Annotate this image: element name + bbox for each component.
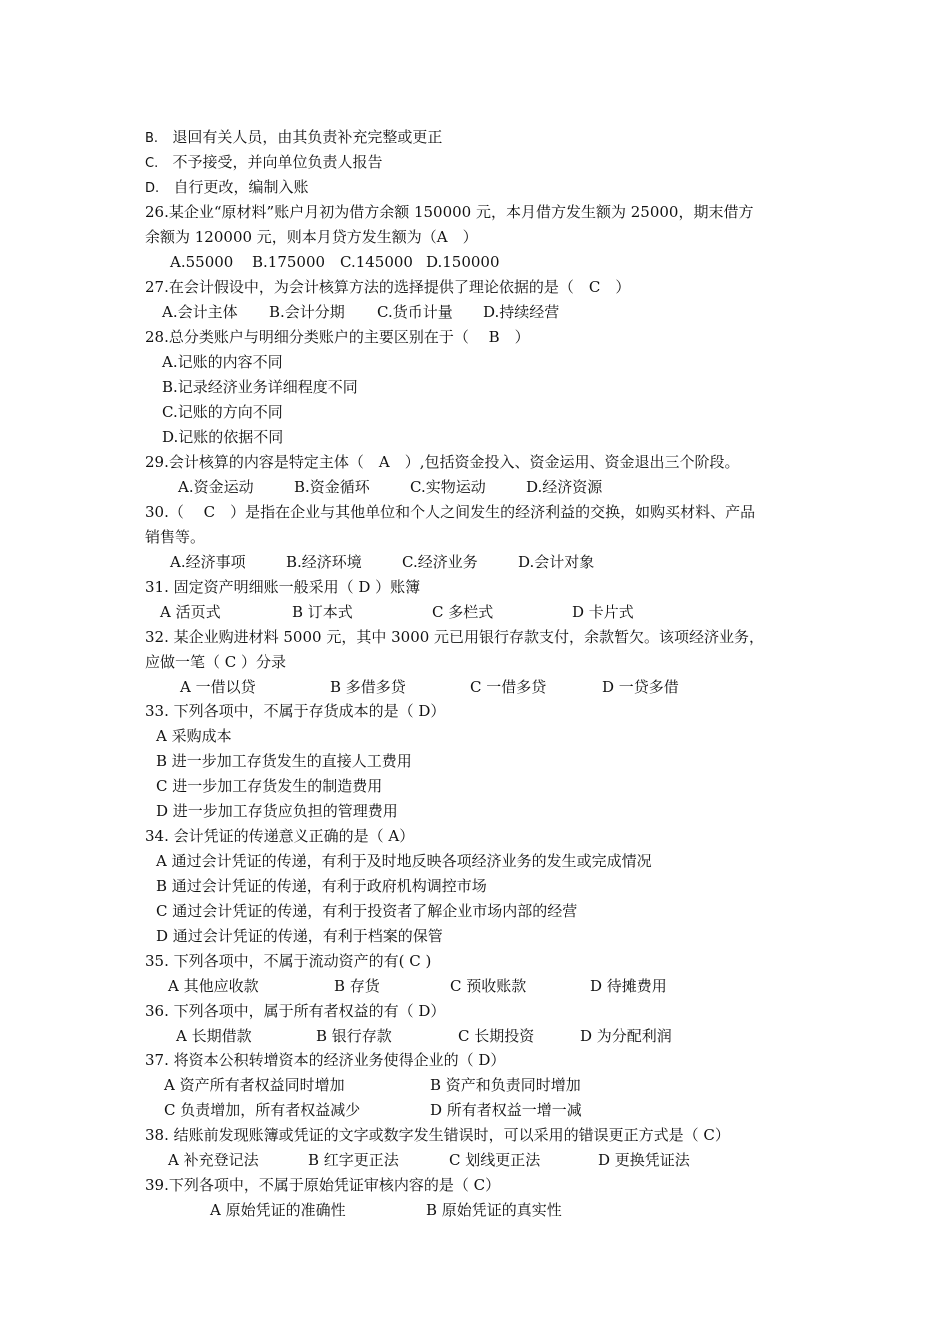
option: D 卡片式 — [572, 603, 634, 621]
question-31: 31. 固定资产明细账一般采用（ D ）账簿 — [145, 578, 421, 596]
question-33-option-d: D 进一步加工存货应负担的管理费用 — [156, 802, 398, 820]
question-30-line-2: 销售等。 — [145, 528, 206, 546]
question-32-line-1: 32. 某企业购进材料 5000 元，其中 3000 元已用银行存款支付，余款暂欠。该项经济业务， — [145, 628, 765, 646]
option-b-prev: B. 退回有关人员，由其负责补充完整或更正 — [145, 128, 443, 146]
option: D.经济资源 — [526, 478, 603, 496]
option: B.175000 — [252, 253, 326, 271]
option: C 一借多贷 — [470, 678, 547, 696]
option: A 资产所有者权益同时增加 — [164, 1076, 345, 1094]
option: D 一贷多借 — [602, 678, 679, 696]
question-34-option-c: C 通过会计凭证的传递，有利于投资者了解企业市场内部的经营 — [156, 902, 578, 920]
option: D.会计对象 — [518, 553, 595, 571]
option: A 长期借款 — [176, 1027, 252, 1045]
option: B.经济环境 — [286, 553, 362, 571]
question-33: 33. 下列各项中，不属于存货成本的是（ D） — [145, 702, 446, 720]
option: D 更换凭证法 — [598, 1151, 690, 1169]
question-29: 29.会计核算的内容是特定主体（ A ）,包括资金投入、资金运用、资金退出三个阶段。 — [145, 453, 740, 471]
option: B 资产和负责同时增加 — [430, 1076, 581, 1094]
option: C 负责增加，所有者权益减少 — [164, 1101, 361, 1119]
question-33-option-c: C 进一步加工存货发生的制造费用 — [156, 777, 383, 795]
option: B.会计分期 — [269, 303, 345, 321]
question-36: 36. 下列各项中，属于所有者权益的有（ D） — [145, 1002, 446, 1020]
option: C.经济业务 — [402, 553, 478, 571]
question-34-option-b: B 通过会计凭证的传递，有利于政府机构调控市场 — [156, 877, 487, 895]
option: B 多借多贷 — [330, 678, 406, 696]
option: C.145000 — [340, 253, 413, 271]
option: A 活页式 — [160, 603, 221, 621]
question-28-option-b: B.记录经济业务详细程度不同 — [162, 378, 358, 396]
question-26-line-2: 余额为 120000 元，则本月贷方发生额为（A ） — [145, 228, 478, 246]
question-32-line-2: 应做一笔（ C ）分录 — [145, 653, 287, 671]
option: C 预收账款 — [450, 977, 527, 995]
option: C 划线更正法 — [449, 1151, 541, 1169]
question-35: 35. 下列各项中，不属于流动资产的有( C ) — [145, 952, 432, 970]
option: C.实物运动 — [410, 478, 486, 496]
question-30-line-1: 30.（ C ）是指在企业与其他单位和个人之间发生的经济利益的交换，如购买材料、产品 — [145, 503, 756, 521]
option: C 长期投资 — [458, 1027, 535, 1045]
question-33-option-a: A 采购成本 — [156, 727, 232, 745]
question-38: 38. 结账前发现账簿或凭证的文字或数字发生错误时，可以采用的错误更正方式是（ C） — [145, 1126, 730, 1144]
option: D.持续经营 — [483, 303, 560, 321]
option: D.150000 — [426, 253, 500, 271]
question-39: 39.下列各项中，不属于原始凭证审核内容的是（ C） — [145, 1176, 501, 1194]
option: D 为分配利润 — [580, 1027, 672, 1045]
question-28: 28.总分类账户与明细分类账户的主要区别在于（ B ） — [145, 328, 530, 346]
question-34: 34. 会计凭证的传递意义正确的是（ A） — [145, 827, 415, 845]
option: D 所有者权益一增一减 — [430, 1101, 582, 1119]
option: B 原始凭证的真实性 — [426, 1201, 562, 1219]
option: A.资金运动 — [178, 478, 254, 496]
option: A 一借以贷 — [180, 678, 256, 696]
question-37: 37. 将资本公积转增资本的经济业务使得企业的（ D） — [145, 1051, 506, 1069]
option: B 存货 — [334, 977, 380, 995]
option-c-prev: C. 不予接受，并向单位负责人报告 — [145, 153, 383, 171]
option: A 其他应收款 — [168, 977, 259, 995]
question-34-option-a: A 通过会计凭证的传递，有利于及时地反映各项经济业务的发生或完成情况 — [156, 852, 652, 870]
question-26-line-1: 26.某企业“原材料”账户月初为借方余额 150000 元，本月借方发生额为 25000，期末借方 — [145, 203, 754, 221]
option: A.会计主体 — [162, 303, 238, 321]
question-28-option-d: D.记账的依据不同 — [162, 428, 284, 446]
option: A.55000 — [170, 253, 234, 271]
option: C.货币计量 — [377, 303, 453, 321]
option: B.资金循环 — [294, 478, 370, 496]
option: B 银行存款 — [316, 1027, 392, 1045]
question-33-option-b: B 进一步加工存货发生的直接人工费用 — [156, 752, 412, 770]
question-27: 27.在会计假设中，为会计核算方法的选择提供了理论依据的是（ C ） — [145, 278, 631, 296]
option: B 红字更正法 — [308, 1151, 399, 1169]
question-28-option-a: A.记账的内容不同 — [162, 353, 283, 371]
option: D 待摊费用 — [590, 977, 667, 995]
option: B 订本式 — [292, 603, 353, 621]
question-28-option-c: C.记账的方向不同 — [162, 403, 283, 421]
option-d-prev: D. 自行更改，编制入账 — [145, 178, 309, 196]
option: C 多栏式 — [432, 603, 494, 621]
option: A 原始凭证的准确性 — [210, 1201, 346, 1219]
option: A.经济事项 — [170, 553, 246, 571]
option: A 补充登记法 — [168, 1151, 259, 1169]
question-34-option-d: D 通过会计凭证的传递，有利于档案的保管 — [156, 927, 443, 945]
